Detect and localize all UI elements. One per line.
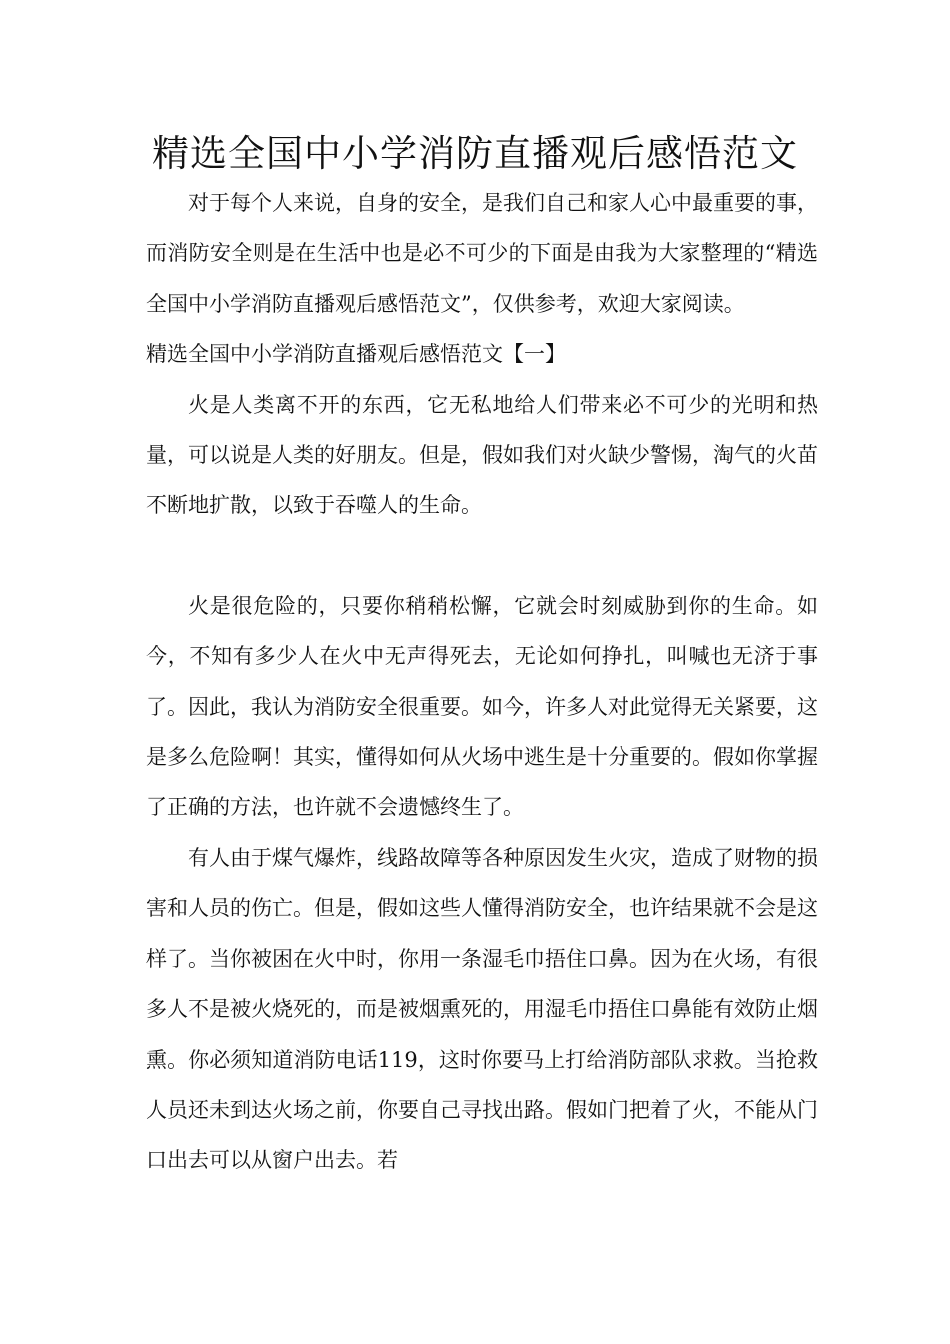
document-body [146,178,818,1186]
body-paragraph-2: 火是很危险的，只要你稍稍松懈，它就会时刻威胁到你的生命。如今，不知有多少人在火中无声得死去，无论如何挣扎，叫喊也无济于事了。因此，我认为消防安全很重要。如今，许多人对此觉得无关紧要，这是多么危险啊！其实，懂得如何从火场中逃生是十分重要的。假如你掌握了正确的方法，也许就不会遗憾终生了。 [146,593,818,820]
document-title: 精选全国中小学消防直播观后感悟范文 [152,132,798,175]
section-heading: 精选全国中小学消防直播观后感悟范文【一】 [146,342,566,367]
body-paragraph-3: 有人由于煤气爆炸，线路故障等各种原因发生火灾，造成了财物的损害和人员的伤亡。但是，假如这些人懂得消防安全，也许结果就不会是这样了。当你被困在火中时，你用一条湿毛巾捂住口鼻。因为在火场，有很多人不是被火烧死的，而是被烟熏死的，用湿毛巾捂住口鼻能有效防止烟熏。你必须知道消防电话119，这时你要马上打给消防部队求救。当抢救人员还未到达火场之前，你要自己寻找出路。假如门把着了火，不能从门口出去可以从窗户出去。若 [146,845,818,1173]
body-paragraph-1: 火是人类离不开的东西，它无私地给人们带来必不可少的光明和热量，可以说是人类的好朋友。但是，假如我们对火缺少警惕，淘气的火苗不断地扩散，以致于吞噬人的生命。 [146,392,818,518]
paragraph-gap [146,531,818,581]
intro-paragraph: 对于每个人来说，自身的安全，是我们自己和家人心中最重要的事，而消防安全则是在生活中也是必不可少的下面是由我为大家整理的“精选全国中小学消防直播观后感悟范文”，仅供参考，欢迎大家阅读。 [146,191,818,316]
